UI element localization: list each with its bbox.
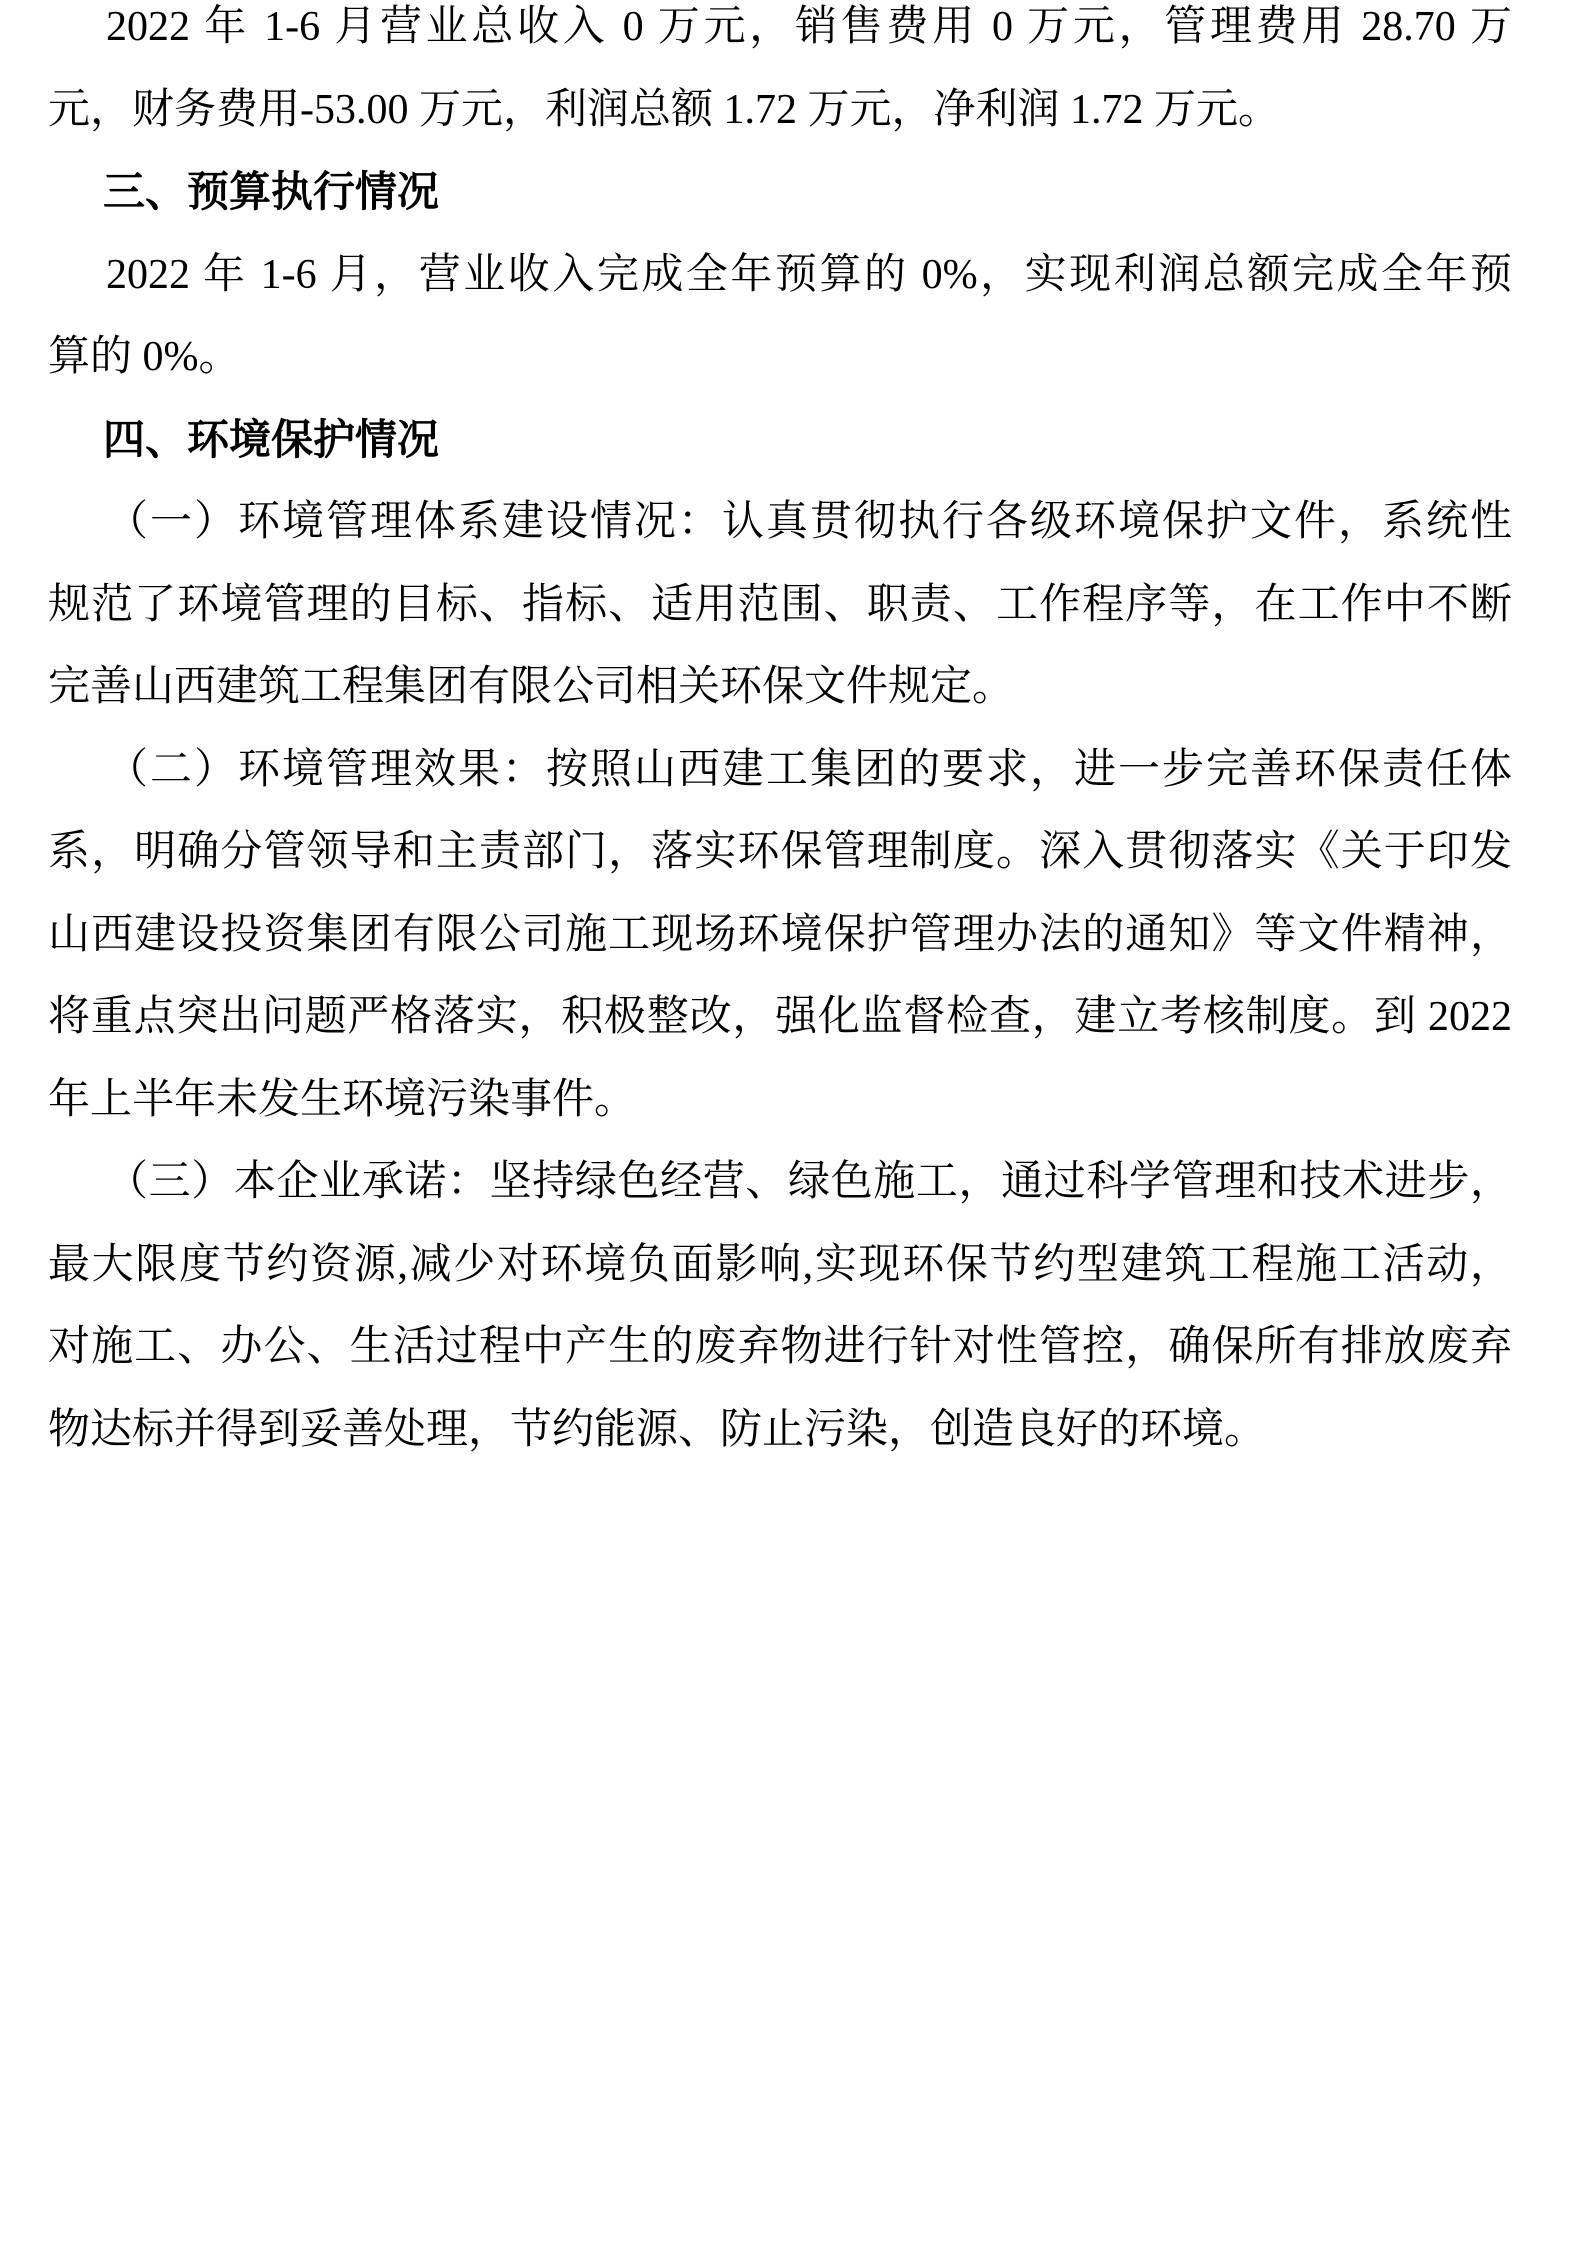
text-line: 2022 年 1-6 月，营业收入完成全年预算的 0%，实现利润总额完成全年预 <box>106 251 1512 298</box>
document-content <box>48 0 1512 1471</box>
text-line: 对施工、办公、生活过程中产生的废弃物进行针对性管控，确保所有排放废弃 <box>48 1324 1512 1370</box>
text-line: 物达标并得到妥善处理，节约能源、防止污染，创造良好的环境。 <box>48 1406 1267 1453</box>
text-line: （二）环境管理效果：按照山西建工集团的要求，进一步完善环保责任体 <box>106 746 1512 793</box>
text-line: （三）本企业承诺：坚持绿色经营、绿色施工，通过科学管理和技术进步， <box>106 1159 1512 1205</box>
text-line: （一）环境管理体系建设情况：认真贯彻执行各级环境保护文件，系统性 <box>106 499 1512 545</box>
text-line: 元，财务费用-53.00 万元，利润总额 1.72 万元，净利润 1.72 万元。 <box>48 86 1280 133</box>
text-line: 将重点突出问题严格落实，积极整改，强化监督检查，建立考核制度。到 2022 <box>48 994 1512 1040</box>
text-line: 系，明确分管领导和主责部门，落实环保管理制度。深入贯彻落实《关于印发 <box>48 829 1512 875</box>
text-line: 算的 0%。 <box>48 334 241 380</box>
text-line: 2022 年 1-6 月营业总收入 0 万元，销售费用 0 万元，管理费用 28.70 万 <box>106 4 1512 50</box>
text-line: 年上半年未发生环境污染事件。 <box>48 1076 637 1123</box>
section-heading-environmental-protection: 四、环境保护情况 <box>103 415 440 463</box>
section-heading-budget-execution: 三、预算执行情况 <box>103 168 440 215</box>
text-line: 完善山西建筑工程集团有限公司相关环保文件规定。 <box>48 664 1015 710</box>
text-line: 最大限度节约资源,减少对环境负面影响,实现环保节约型建筑工程施工活动， <box>48 1241 1512 1288</box>
text-line: 规范了环境管理的目标、指标、适用范围、职责、工作程序等，在工作中不断 <box>48 581 1512 628</box>
text-line: 山西建设投资集团有限公司施工现场环境保护管理办法的通知》等文件精神， <box>48 911 1512 958</box>
